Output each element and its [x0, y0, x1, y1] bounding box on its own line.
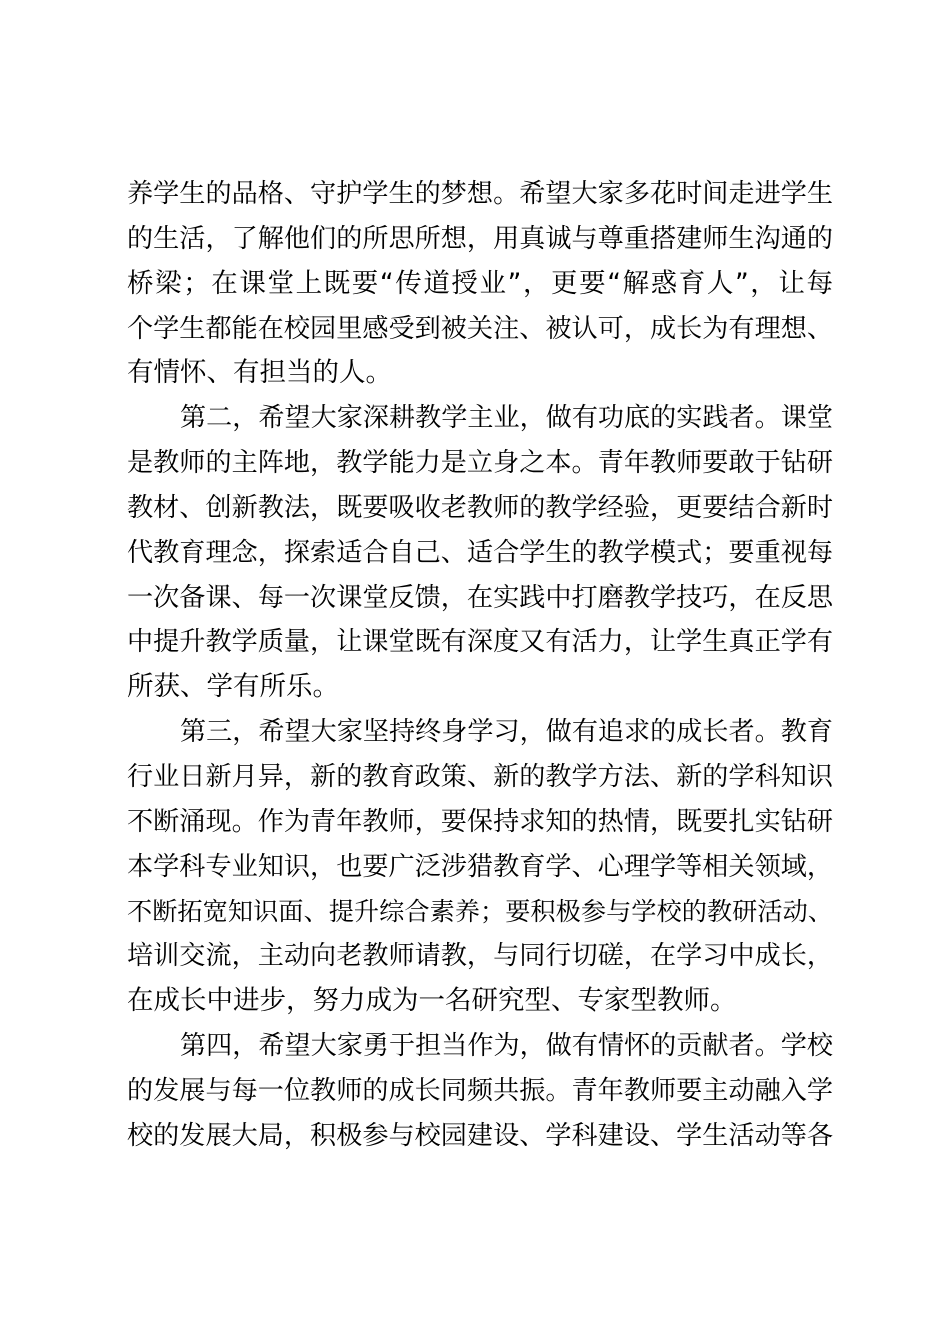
text-line: 有情怀、有担当的人。 [127, 357, 392, 389]
text-line: 第三，希望大家坚持终身学习，做有追求的成长者。教育 [180, 717, 833, 748]
text-line: 个学生都能在校园里感受到被关注、被认可，成长为有理想、 [127, 313, 833, 344]
text-line: 不断涌现。作为青年教师，要保持求知的热情，既要扎实钻研 [127, 806, 833, 837]
text-line: 代教育理念，探索适合自己、适合学生的教学模式；要重视每 [127, 537, 833, 568]
text-line: 校的发展大局，积极参与校园建设、学科建设、学生活动等各 [127, 1120, 833, 1151]
paragraph-fourth [127, 1024, 833, 1159]
text-line: 的生活，了解他们的所思所想，用真诚与尊重搭建师生沟通的 [127, 223, 833, 254]
text-line: 本学科专业知识，也要广泛涉猎教育学、心理学等相关领域， [127, 851, 833, 882]
text-line: 是教师的主阵地，教学能力是立身之本。青年教师要敢于钻研 [127, 448, 833, 479]
text-line: 培训交流，主动向老教师请教，与同行切磋，在学习中成长， [127, 941, 833, 972]
document-body [127, 172, 833, 1159]
text-line: 的发展与每一位教师的成长同频共振。青年教师要主动融入学 [127, 1075, 833, 1106]
paragraph-continuation [127, 172, 833, 396]
text-line: 不断拓宽知识面、提升综合素养；要积极参与学校的教研活动、 [127, 896, 833, 926]
paragraph-third [127, 710, 833, 1024]
text-line: 养学生的品格、守护学生的梦想。希望大家多花时间走进学生 [127, 179, 833, 209]
text-line: 中提升教学质量，让课堂既有深度又有活力，让学生真正学有 [127, 627, 833, 658]
paragraph-second [127, 396, 833, 710]
text-line: 教材、创新教法，既要吸收老教师的教学经验，更要结合新时 [127, 492, 833, 523]
text-line: 第四，希望大家勇于担当作为，做有情怀的贡献者。学校 [180, 1031, 833, 1062]
text-line: 所获、学有所乐。 [127, 671, 339, 703]
text-line: 第二，希望大家深耕教学主业，做有功底的实践者。课堂 [180, 403, 833, 434]
text-line: 一次备课、每一次课堂反馈，在实践中打磨教学技巧，在反思 [127, 582, 833, 613]
text-line: 桥梁；在课堂上既要“传道授业”，更要“解惑育人”，让每 [127, 267, 833, 299]
text-line: 行业日新月异，新的教育政策、新的教学方法、新的学科知识 [127, 761, 833, 792]
text-line: 在成长中进步，努力成为一名研究型、专家型教师。 [127, 985, 737, 1017]
